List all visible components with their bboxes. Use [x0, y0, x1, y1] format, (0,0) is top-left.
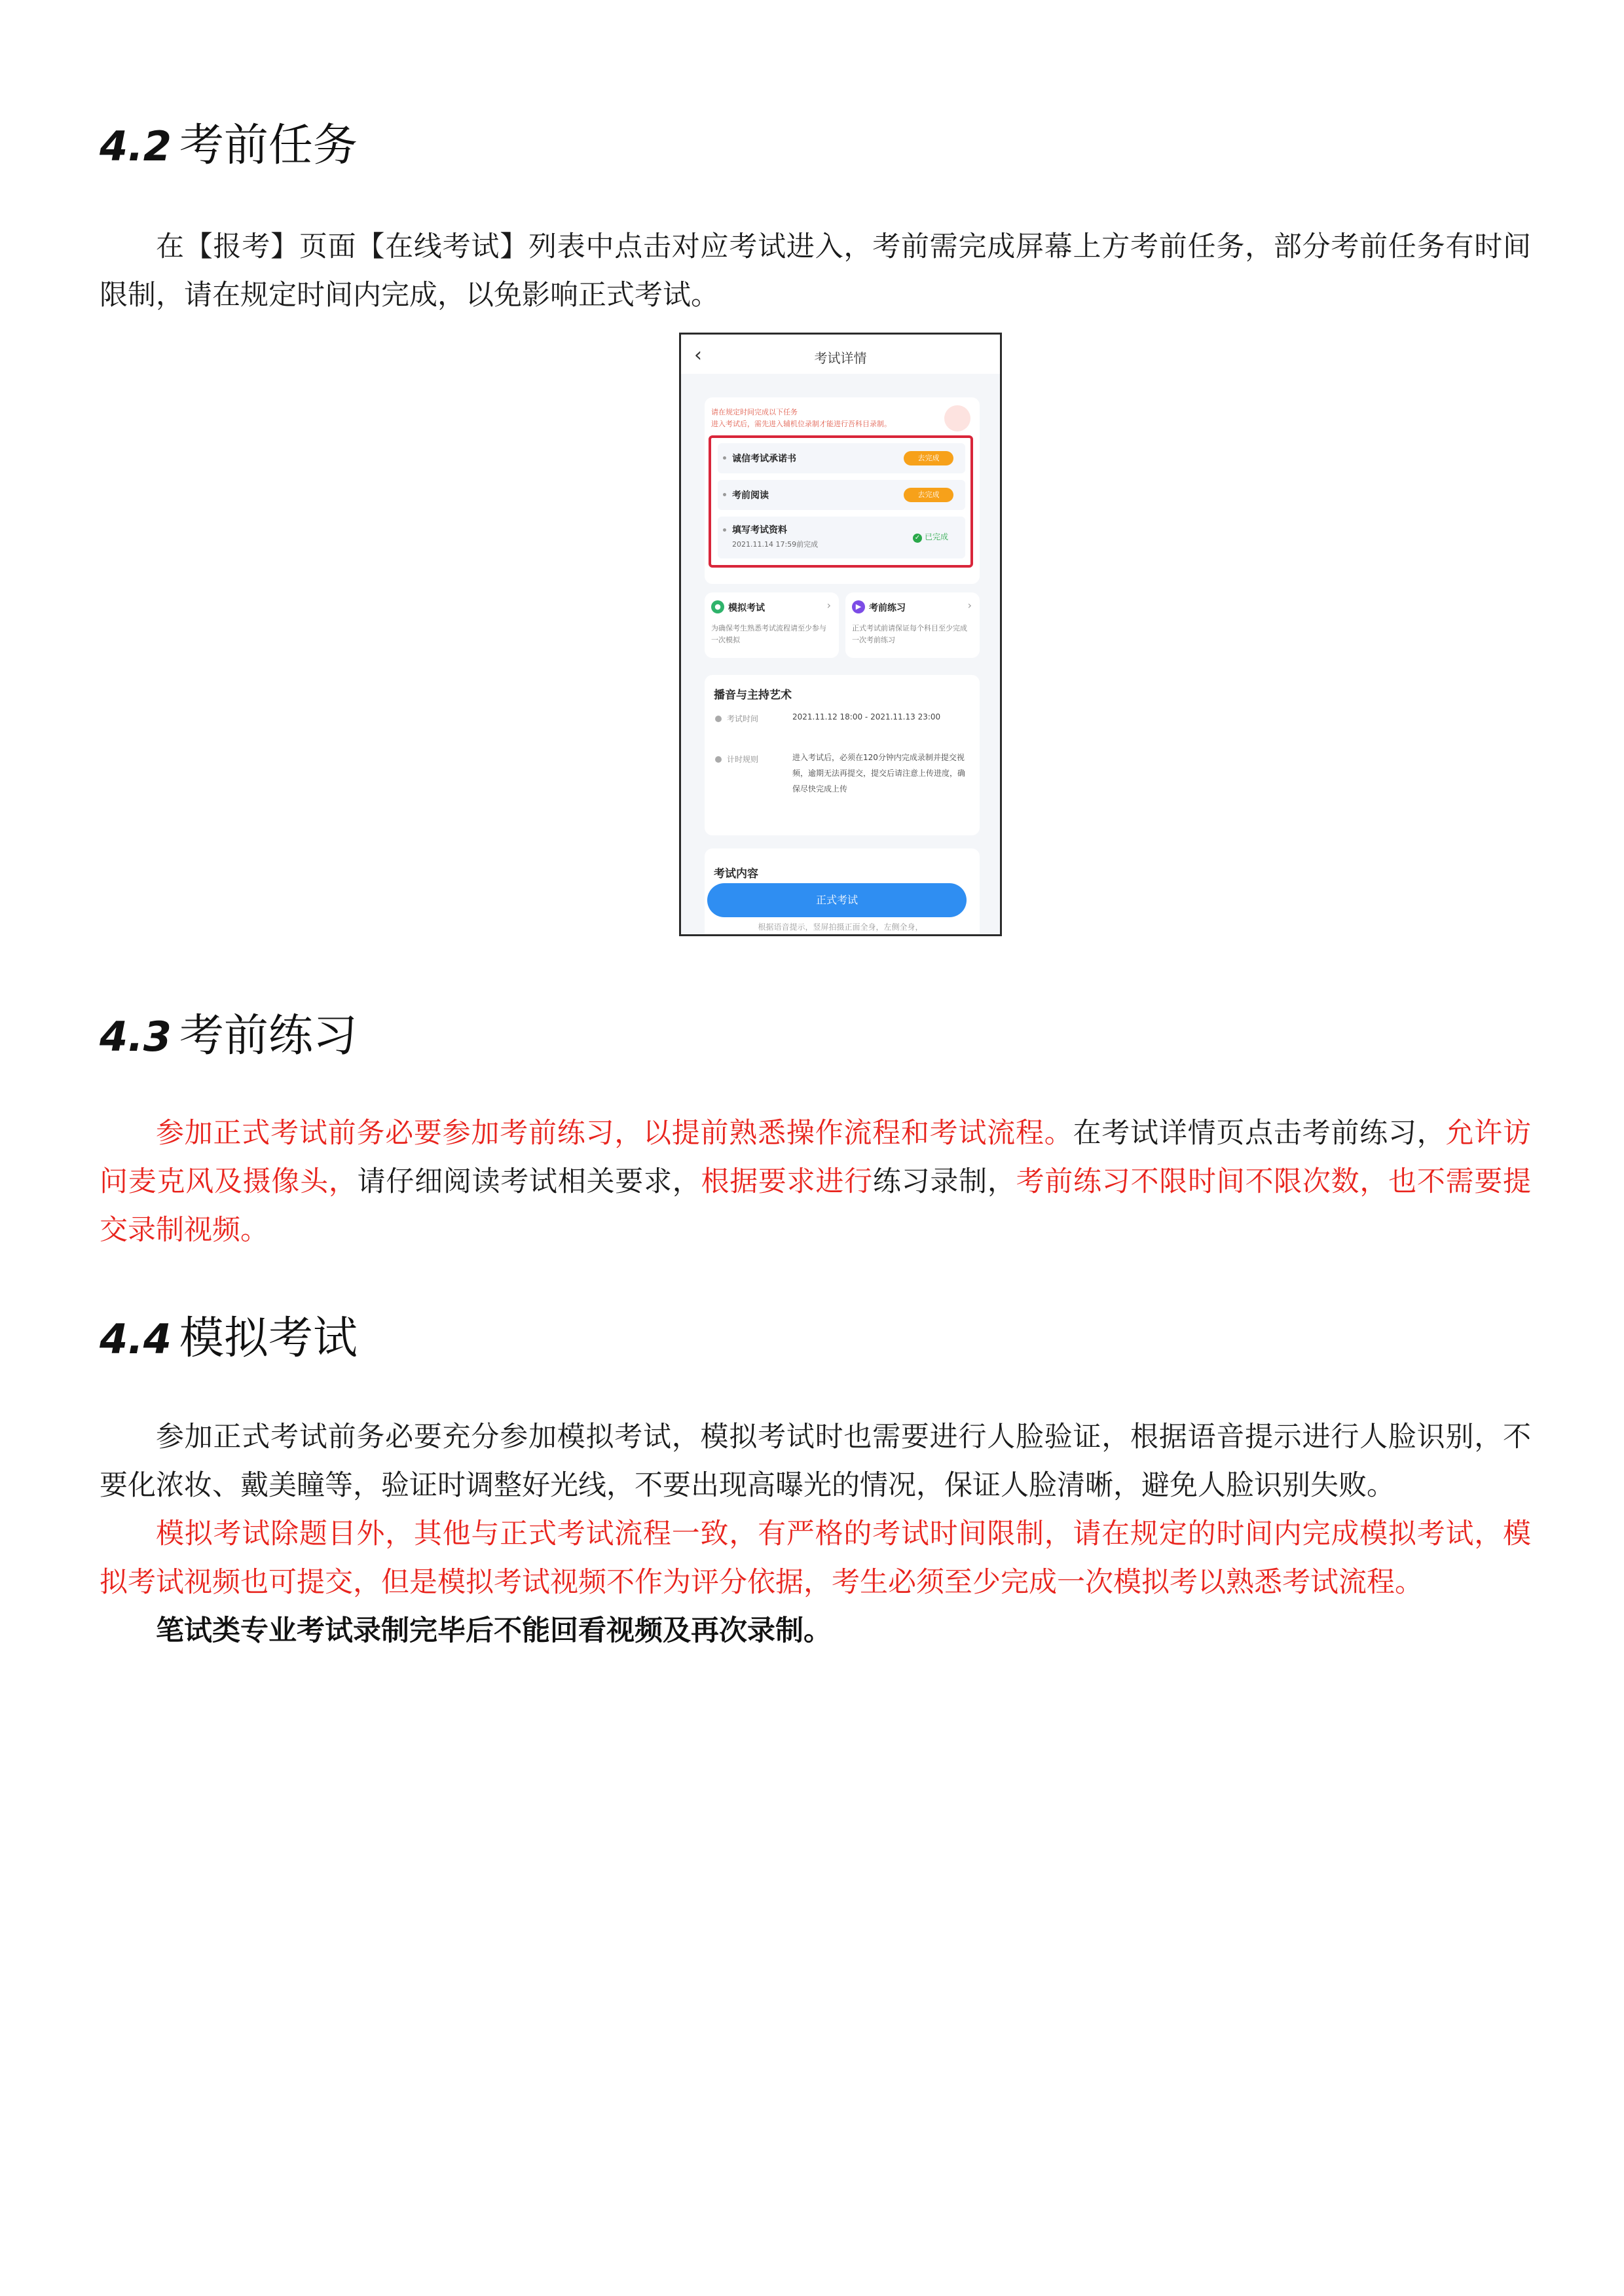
section-4-2-heading	[100, 110, 358, 173]
exam-detail-screenshot	[679, 333, 1002, 936]
practice-text: 请仔细阅读考试相关要求，	[357, 1165, 701, 1198]
section-4-3-paragraph	[100, 1109, 1531, 1254]
section-title: 考前任务	[179, 120, 358, 172]
phone-title: 考试详情	[814, 350, 867, 366]
bullet-icon	[723, 456, 726, 460]
chevron-right-icon: ›	[967, 599, 972, 611]
exam-hint-text: 根据语音提示，竖屏拍摄正面全身，左侧全身，	[758, 922, 923, 932]
section-title: 模拟考试	[179, 1313, 358, 1364]
mock-exam-title: 模拟考试	[728, 603, 765, 613]
bullet-icon	[723, 493, 726, 496]
practice-card[interactable]	[845, 592, 980, 658]
chevron-right-icon: ›	[826, 599, 831, 611]
practice-text: 练习录制，	[872, 1165, 1016, 1198]
exam-time-value: 2021.11.12 18:00 - 2021.11.13 23:00	[792, 712, 941, 721]
unlimited-emphasis: 考前练习不限时间不限次数，也不需要提交录制视频。	[100, 1165, 1532, 1247]
practice-title: 考前练习	[869, 603, 906, 613]
bullet-icon	[723, 528, 726, 532]
section-number: 4.4	[100, 1315, 172, 1363]
task-note-line1: 请在规定时间完成以下任务	[711, 408, 798, 416]
mock-exam-icon: ●	[711, 600, 724, 613]
section-title: 考前练习	[179, 1010, 358, 1062]
back-icon[interactable]: ‹	[694, 344, 702, 367]
section-4-3-heading	[100, 1000, 358, 1064]
mock-exam-desc: 为确保考生熟悉考试流程请至少参与一次模拟	[711, 624, 826, 644]
task-note-line2: 进入考试后，需先进入辅机位录制才能进行吾科目录制。	[711, 420, 891, 428]
practice-desc: 正式考试前请保证每个科目至少完成一次考前练习	[852, 624, 967, 644]
section-4-4-paragraph-3: 笔试类专业考试录制完毕后不能回看视频及再次录制。	[156, 1614, 832, 1647]
exam-name: 播音与主持艺术	[714, 689, 792, 702]
pre-exam-task-card	[705, 397, 980, 584]
timer-icon	[715, 756, 722, 763]
check-icon: ✓	[913, 534, 922, 543]
task-highlight-box	[709, 435, 973, 568]
requirement-emphasis: 根据要求进行	[701, 1165, 873, 1198]
task-row[interactable]	[718, 443, 965, 473]
task-deadline: 2021.11.14 17:59前完成	[732, 540, 819, 549]
exam-content-title: 考试内容	[714, 867, 758, 881]
practice-text: 在考试详情页点击考前练习，	[1073, 1117, 1446, 1150]
phone-header	[681, 335, 1000, 374]
timing-rule-value: 进入考试后，必须在120分钟内完成录制并提交视频，逾期无法再提交，提交后请注意上传进度，确保尽快完成上传	[792, 753, 966, 793]
section-4-4-heading	[100, 1303, 358, 1366]
section-4-2-paragraph: 在【报考】页面【在线考试】列表中点击对应考试进入，考前需完成屏幕上方考前任务，部分考前任务有时间限制，请在规定时间内完成，以免影响正式考试。	[100, 230, 1531, 312]
task-label: 填写考试资料	[732, 525, 787, 536]
section-number: 4.2	[100, 122, 172, 170]
exam-info-card	[705, 675, 980, 835]
section-number: 4.3	[100, 1013, 172, 1061]
clock-icon	[715, 716, 722, 722]
task-done-label: 已完成	[924, 532, 948, 541]
task-label: 诚信考试承诺书	[732, 454, 796, 464]
practice-icon: ▶	[852, 600, 865, 613]
timing-rule-label: 计时规则	[727, 755, 759, 764]
task-done-status	[913, 531, 948, 543]
section-4-4-paragraph-1: 参加正式考试前务必要充分参加模拟考试，模拟考试时也需要进行人脸验证，根据语音提示进行人脸识别，不要化浓妆、戴美瞳等，验证时调整好光线，不要出现高曝光的情况，保证人脸清晰，避免人脸识别失败。	[100, 1421, 1531, 1502]
start-exam-button[interactable]: 正式考试	[707, 883, 967, 917]
task-status-button[interactable]: 去完成	[904, 488, 953, 502]
task-row[interactable]	[718, 480, 965, 510]
task-label: 考前阅读	[732, 490, 769, 501]
mock-exam-card[interactable]	[705, 592, 839, 658]
decorative-badge	[944, 405, 970, 431]
practice-emphasis: 参加正式考试前务必要参加考前练习，以提前熟悉操作流程和考试流程。	[156, 1117, 1073, 1150]
task-status-button[interactable]: 去完成	[904, 451, 953, 465]
exam-time-label: 考试时间	[727, 714, 759, 723]
section-4-4-paragraph-2: 模拟考试除题目外，其他与正式考试流程一致，有严格的考试时间限制，请在规定的时间内完成模拟考试，模拟考试视频也可提交，但是模拟考试视频不作为评分依据，考生必须至少完成一次模拟考以熟悉考试流程。	[100, 1518, 1531, 1599]
task-row[interactable]	[718, 517, 965, 558]
permission-emphasis: 允许访问麦克风及摄像头，	[100, 1117, 1532, 1198]
